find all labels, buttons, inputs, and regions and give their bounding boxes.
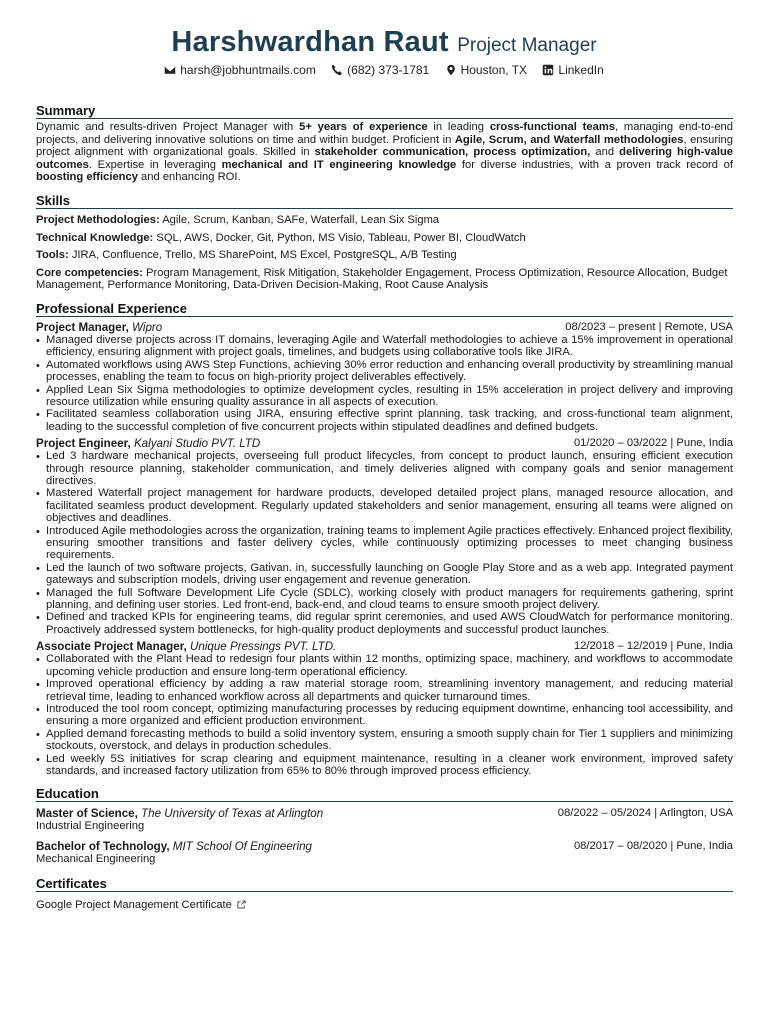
job-dates-location: 12/2018 – 12/2019 | Pune, India: [573, 640, 733, 653]
job-title: Project Engineer,: [36, 437, 131, 451]
skill-technical: Technical Knowledge: SQL, AWS, Docker, Git, Python, MS Visio, Tableau, Power BI, CloudWatch: [36, 231, 526, 244]
job-entry: [36, 437, 733, 636]
summary-text: Dynamic and results-driven Project Manager with 5+ years of experience in leading cross-functional teams, managing end-to-end projects, and delivering innovative solutions on time and within budget. Proficient in Agile, Scrum, and Waterfall methodologies, ensuring project alignment with organizational goals. Skilled in stakeholder communication, process optimization, and delivering high-value outcomes. Expertise in leveraging mechanical and IT engineering knowledge for diverse industries, with a proven track record of boosting efficiency and enhancing ROI.: [36, 121, 733, 184]
education-header: [36, 840, 733, 853]
candidate-name: Harshwardhan Raut: [171, 26, 449, 58]
education-header: [36, 807, 733, 820]
skill-tools: Tools: JIRA, Confluence, Trello, MS SharePoint, MS Excel, PostgreSQL, A/B Testing: [36, 249, 457, 262]
job-bullets: [36, 334, 733, 433]
list-item: • Led 3 hardware mechanical projects, overseeing full product lifecycles, from concept to product launch, ensuring efficient execution through resource planning, stakeholder communication, and timely deliveries aligned with company goals and senior management directives.: [36, 450, 733, 487]
envelope-icon: [164, 64, 176, 76]
resume-content: [36, 97, 733, 911]
contact-bar: [0, 63, 768, 79]
skills-heading: Skills: [36, 193, 733, 209]
job-dates-location: 01/2020 – 03/2022 | Pune, India: [573, 437, 733, 450]
skill-methodologies: Project Methodologies: Agile, Scrum, Kanban, SAFe, Waterfall, Lean Six Sigma: [36, 213, 440, 226]
job-bullets: [36, 653, 733, 777]
job-header: [36, 640, 733, 653]
job-company: Wipro: [132, 320, 163, 334]
location-text: Houston, TX: [460, 63, 528, 77]
field-of-study: Industrial Engineering: [36, 820, 145, 833]
phone-contact[interactable]: [331, 63, 429, 77]
list-item: • Defined and tracked KPIs for engineering teams, did regular sprint ceremonies, and used AWS CloudWatch for performance monitoring. Proactively addressed system bottlenecks, for high-quality product deployments and successful product launches.: [36, 611, 733, 636]
email-contact[interactable]: [164, 63, 316, 77]
summary-heading: Summary: [36, 103, 733, 119]
list-item: • Facilitated seamless collaboration using JIRA, ensuring effective sprint planning, task tracking, and cross-functional team alignment, leading to the successful completion of five concurrent projects within stipulated deadlines and defined budgets.: [36, 408, 733, 433]
education-entry: [36, 807, 733, 833]
list-item: • Automated workflows using AWS Step Functions, achieving 30% error reduction and enhancing overall productivity by streamlining manual processes, enabling the team to focus on high-priority project deliverables effectively.: [36, 359, 733, 384]
certificate-link[interactable]: [36, 899, 733, 911]
education-entry: [36, 840, 733, 866]
job-dates-location: 08/2023 – present | Remote, USA: [565, 320, 733, 333]
linkedin-icon: [542, 64, 554, 76]
list-item: • Mastered Waterfall project management for hardware products, developed detailed project plans, managed resource allocation, and facilitated seamless product development. Regularly updated stakeholders and senior management, ensuring all teams were aligned on objectives and deadlines.: [36, 487, 733, 524]
name-line: [0, 26, 768, 59]
degree-name: Master of Science,: [36, 807, 138, 821]
experience-heading: Professional Experience: [36, 301, 733, 317]
job-header: [36, 437, 733, 450]
education-dates-location: 08/2022 – 05/2024 | Arlington, USA: [557, 807, 733, 820]
email-text: harsh@jobhuntmails.com: [180, 63, 316, 77]
job-company: Kalyani Studio PVT. LTD: [133, 437, 261, 451]
candidate-role: Project Manager: [457, 35, 597, 56]
linkedin-text: LinkedIn: [558, 63, 604, 77]
list-item: • Collaborated with the Plant Head to redesign four plants within 12 months, optimizing space, machinery, and workflows to accommodate upcoming vehicle production and ensure long-term operational efficiency.: [36, 653, 733, 678]
job-bullets: [36, 450, 733, 636]
education-dates-location: 08/2017 – 08/2020 | Pune, India: [573, 839, 733, 852]
list-item: • Managed diverse projects across IT domains, leveraging Agile and Waterfall methodologies to achieve a 15% improvement in operational efficiency, ensuring alignment with project goals, timelines, and budgets using collaborative tools like JIRA.: [36, 334, 733, 359]
field-of-study: Mechanical Engineering: [36, 852, 156, 865]
job-entry: [36, 321, 733, 433]
job-company: Unique Pressings PVT. LTD.: [190, 640, 337, 654]
list-item: • Applied Lean Six Sigma methodologies to optimize development cycles, resulting in 15% acceleration in project delivery and improving resource utilization while ensuring quality assurance in all aspects of execution.: [36, 384, 733, 409]
phone-text: (682) 373-1781: [347, 63, 430, 77]
list-item: • Introduced the tool room concept, optimizing manufacturing processes by reducing equipment downtime, enhancing tool accessibility, and ensuring a more organized and efficient production environment.: [36, 703, 733, 728]
certificates-heading: Certificates: [36, 876, 733, 892]
job-header: [36, 321, 733, 334]
skill-core: Core competencies: Program Management, Risk Mitigation, Stakeholder Engagement, Process Optimization, Resource Allocation, Budget Management, Performance Monitoring, Data-Driven Decision-Making, Root Cause Analysis: [36, 266, 728, 292]
job-title: Project Manager,: [36, 320, 129, 334]
resume-header: [0, 26, 768, 79]
job-title: Associate Project Manager,: [36, 640, 187, 654]
list-item: • Applied demand forecasting methods to build a solid inventory system, ensuring a smooth supply chain for Tier 1 suppliers and minimizing stockouts, overstock, and delays in production schedules.: [36, 728, 733, 753]
job-entry: [36, 640, 733, 777]
degree-name: Bachelor of Technology,: [36, 839, 170, 853]
certificate-name: Google Project Management Certificate: [36, 898, 232, 911]
linkedin-contact[interactable]: [542, 63, 603, 77]
location-pin-icon: [445, 64, 457, 76]
list-item: • Led the launch of two software projects, Gativan. in, successfully launching on Google Play Store and as a web app. Integrated payment gateways and subscription models, driving user engagement and revenue generation.: [36, 562, 733, 587]
education-heading: Education: [36, 786, 733, 802]
list-item: • Improved operational efficiency by adding a raw material storage room, streamlining inventory management, and reducing material retrieval time, leading to enhanced workflow across all departments and quicker turnaround times.: [36, 678, 733, 703]
external-link-icon: [237, 900, 246, 909]
school-name: MIT School Of Engineering: [172, 839, 312, 853]
list-item: • Led weekly 5S initiatives for scrap clearing and equipment maintenance, resulting in a cleaner work environment, improved safety standards, and increased factory utilization from 65% to 80% through improved process efficiency.: [36, 753, 733, 778]
phone-icon: [331, 64, 343, 76]
list-item: • Introduced Agile methodologies across the organization, training teams to implement Agile practices effectively. Enhanced project flexibility, ensuring smoother transitions and faster delivery cycles, while continuously optimizing processes to meet changing business requirements.: [36, 525, 733, 562]
school-name: The University of Texas at Arlington: [141, 807, 324, 821]
location-contact: [445, 63, 527, 77]
list-item: • Managed the full Software Development Life Cycle (SDLC), working closely with product managers for requirements gathering, sprint planning, and defining user stories. Led front-end, back-end, and cloud teams to ensure smooth project delivery.: [36, 587, 733, 612]
